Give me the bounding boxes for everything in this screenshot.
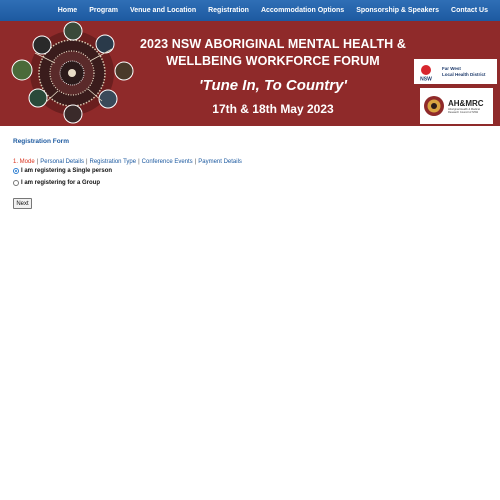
nsw-health-district-name: Far West Local Health District xyxy=(442,66,486,77)
banner-title-line-2: WELLBEING WORKFORCE FORUM xyxy=(166,54,380,68)
nav-accommodation-options[interactable]: Accommodation Options xyxy=(260,7,345,14)
ahmrc-logo xyxy=(420,88,493,124)
option-single-person[interactable] xyxy=(13,168,112,174)
step-mode: 1. Mode xyxy=(13,159,35,165)
option-group[interactable] xyxy=(13,180,100,186)
ahmrc-subtitle-line-2: Research Council of NSW xyxy=(448,110,479,114)
banner-title-line-1: 2023 NSW ABORIGINAL MENTAL HEALTH & xyxy=(139,37,407,51)
nsw-health-logo xyxy=(414,59,497,84)
event-banner xyxy=(0,21,500,126)
form-title: Registration Form xyxy=(13,138,69,145)
banner-dates: 17th & 18th May 2023 xyxy=(212,102,334,116)
banner-tagline: 'Tune In, To Country' xyxy=(199,77,347,94)
form-steps-breadcrumb: 1. Mode | Personal Details | Registration Type | Conference Events | Payment Details xyxy=(13,159,242,165)
nsw-wordmark: NSW xyxy=(420,76,432,82)
nav-venue-and-location[interactable]: Venue and Location xyxy=(129,7,197,14)
top-navigation-bar xyxy=(0,0,500,21)
ahmrc-subtitle-line-1: Aboriginal Health & Medical xyxy=(448,107,480,111)
nav-program[interactable]: Program xyxy=(89,7,118,14)
step-payment-details[interactable]: Payment Details xyxy=(198,159,242,165)
aboriginal-artwork-illustration xyxy=(0,21,140,126)
step-personal-details[interactable]: Personal Details xyxy=(40,159,84,165)
ahmrc-wordmark: AH&MRC xyxy=(448,98,484,108)
single-person-radio[interactable] xyxy=(13,168,19,174)
step-registration-type[interactable]: Registration Type xyxy=(89,159,137,165)
single-person-label: I am registering a Single person xyxy=(21,168,113,174)
group-radio[interactable] xyxy=(13,180,19,186)
waratah-icon xyxy=(416,62,436,82)
ahmrc-emblem-icon xyxy=(423,95,445,117)
group-label: I am registering for a Group xyxy=(21,180,101,186)
nav-registration[interactable]: Registration xyxy=(208,7,249,14)
nav-home[interactable]: Home xyxy=(57,7,78,14)
step-conference-events[interactable]: Conference Events xyxy=(141,159,193,165)
nav-sponsorship-speakers[interactable]: Sponsorship & Speakers xyxy=(356,7,440,14)
registration-form xyxy=(13,138,483,207)
nav-contact-us[interactable]: Contact Us xyxy=(451,7,488,14)
next-button[interactable]: Next xyxy=(13,198,32,209)
